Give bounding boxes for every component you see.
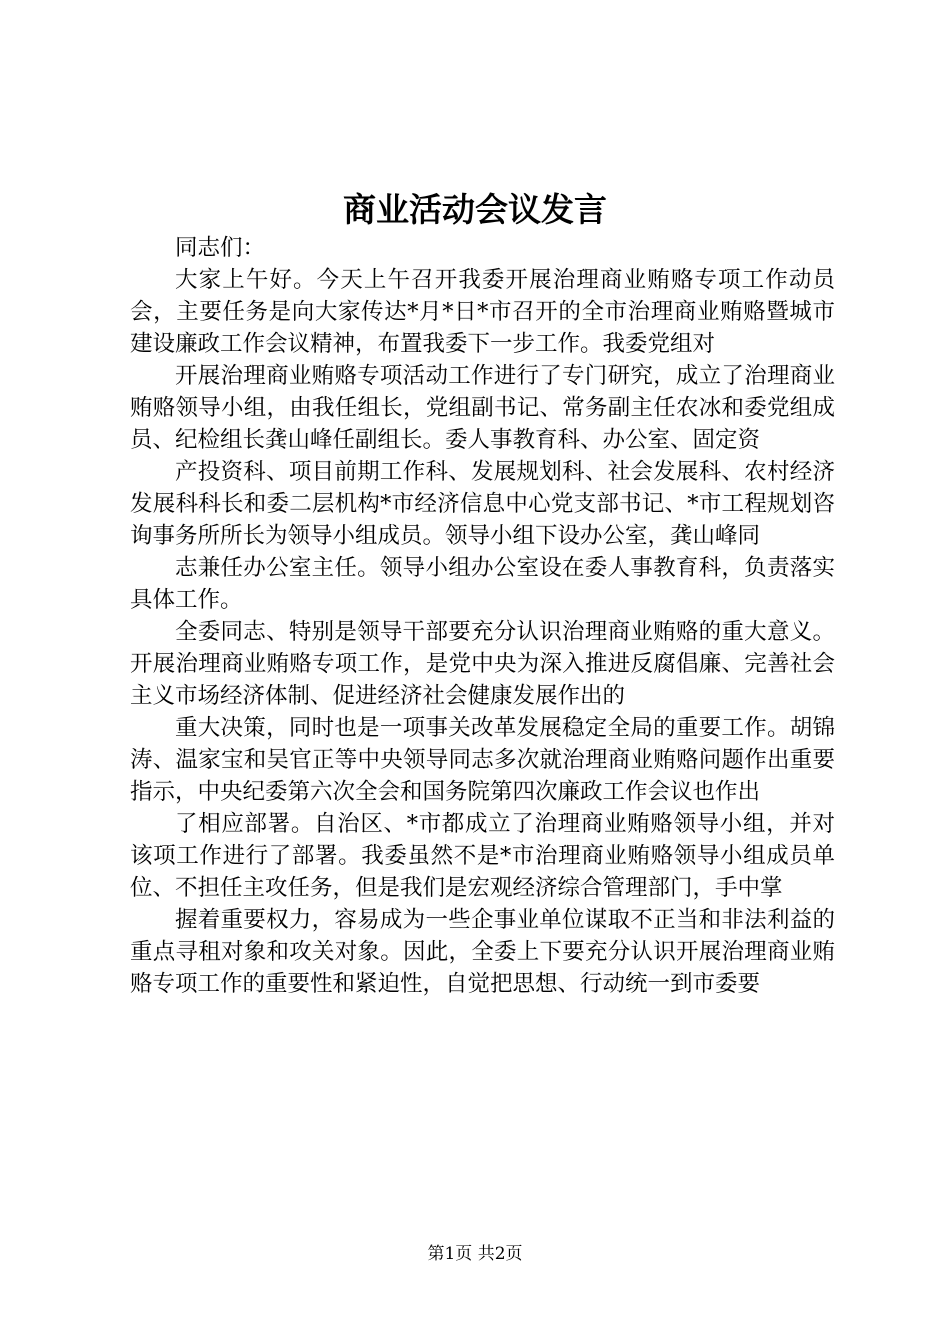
- paragraph: 产投资科、项目前期工作科、发展规划科、社会发展科、农村经济发展科科长和委二层机构*市经济信息中心党支部书记、*市工程规划咨询事务所所长为领导小组成员。领导小组下设办公室，龚山峰同: [130, 459, 835, 549]
- salutation: 同志们：: [175, 235, 266, 261]
- paragraph: 全委同志、特别是领导干部要充分认识治理商业贿赂的重大意义。开展治理商业贿赂专项工作，是党中央为深入推进反腐倡廉、完善社会主义市场经济体制、促进经济社会健康发展作出的: [130, 619, 835, 709]
- paragraph: 志兼任办公室主任。领导小组办公室设在委人事教育科，负责落实具体工作。: [130, 555, 835, 613]
- page-number-footer: 第1页 共2页: [427, 1244, 523, 1264]
- paragraph: 重大决策，同时也是一项事关改革发展稳定全局的重要工作。胡锦涛、温家宝和吴官正等中央领导同志多次就治理商业贿赂问题作出重要指示，中央纪委第六次全会和国务院第四次廉政工作会议也作出: [130, 715, 835, 805]
- paragraph: 握着重要权力，容易成为一些企事业单位谋取不正当和非法利益的重点寻租对象和攻关对象。因此，全委上下要充分认识开展治理商业贿赂专项工作的重要性和紧迫性，自觉把思想、行动统一到市委要: [130, 907, 835, 997]
- document-body: [130, 232, 835, 1000]
- paragraph: 开展治理商业贿赂专项活动工作进行了专门研究，成立了治理商业贿赂领导小组，由我任组长，党组副书记、常务副主任农冰和委党组成员、纪检组长龚山峰任副组长。委人事教育科、办公室、固定资: [130, 363, 835, 453]
- paragraph: 了相应部署。自治区、*市都成立了治理商业贿赂领导小组，并对该项工作进行了部署。我委虽然不是*市治理商业贿赂领导小组成员单位、不担任主攻任务，但是我们是宏观经济综合管理部门，手中掌: [130, 811, 835, 901]
- document-title: 商业活动会议发言: [343, 190, 607, 229]
- paragraph: 大家上午好。今天上午召开我委开展治理商业贿赂专项工作动员会，主要任务是向大家传达*月*日*市召开的全市治理商业贿赂暨城市建设廉政工作会议精神，布置我委下一步工作。我委党组对: [130, 267, 835, 357]
